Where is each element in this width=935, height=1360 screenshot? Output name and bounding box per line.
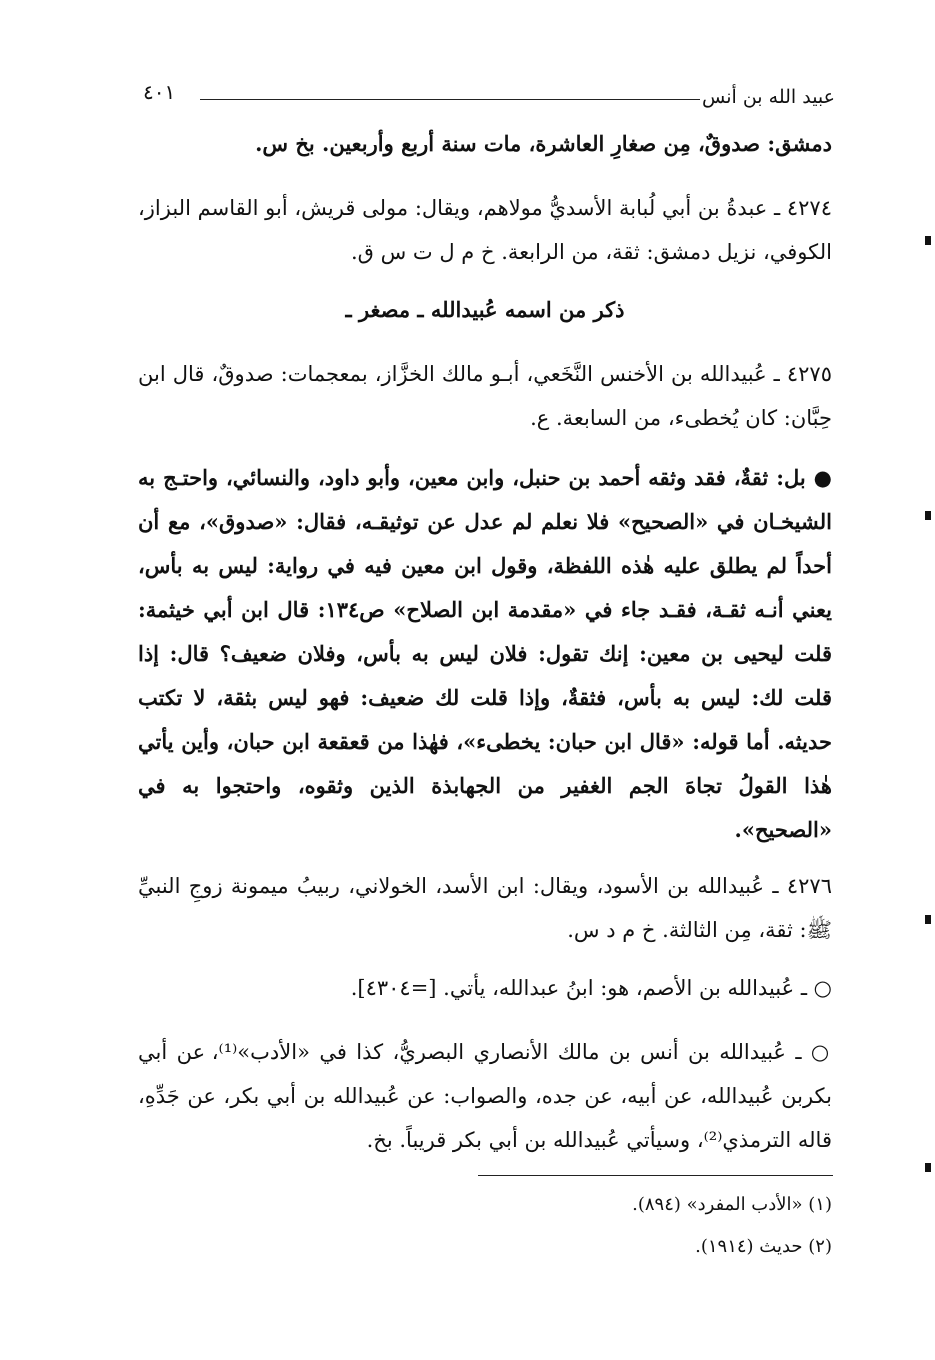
entry-4276: ٤٢٧٦ ـ عُبيدالله بن الأسود، ويقال: ابن الأسد، الخولاني، ربيبُ ميمونة زوجِ النبيِّ ﷺ: ثقة، مِن الثالثة. خ م د س. [138, 874, 832, 942]
entry-ubaydallah-ibn-anas: ○ ـ عُبيدالله بن أنس بن مالك الأنصاري البصريُّ، كذا في «الأدب»⁽¹⁾، عن أبي بكربن عُبيدالله، عن أبيه، عن جده، والصواب: عن عُبيدالله بن أبي بكر، عن جَدِّهِ، قاله الترمذي⁽²⁾، وسيأتي عُبيدالله بن أبي بكر قريباً. بخ. [138, 1040, 832, 1152]
footnote-rule [478, 1175, 833, 1176]
section-heading: ذكر من اسمه عُبيدالله ـ مصغر ـ [345, 297, 625, 322]
critique-paragraph: ● بل: ثقةٌ، فقد وثقه أحمد بن حنبل، وابن معين، وأبو داود، والنسائي، واحتـج به الشيخـان في «الصحيح» فلا نعلم لم عدل عن توثيقـه، فقال: «صدوق»، مع أن أحداً لم يطلق عليه هٰذه اللفظة، وقول ابن معين فيه في رواية: ليس به بأس، يعني أنـه ثقـة، فقـد جاء في «مقدمة ابن الصلاح» ص١٣٤: قال ابن أبي خيثمة: قلت ليحيى بن معين: إنك تقول: فلان ليس به بأس، وفلان ضعيف؟ قال: إذا قلت لك: ليس به بأس، فثقةٌ، وإذا قلت لك ضعيف: فهو ليس بثقة، لا تكتب حديثه. أما قوله: «قال ابن حبان: يخطىء»، فهٰذا من قعقعة ابن حبان، وأين يأتي هٰذا القولُ تجاهَ الجم الغفير من الجهابذة الذين وثقوه، واحتجوا به في «الصحيح». [138, 465, 832, 842]
entry-continuation: دمشق: صدوقٌ، مِن صغارِ العاشرة، مات سنة أربع وأربعين. بخ س. [255, 131, 832, 156]
entry-4275: ٤٢٧٥ ـ عُبيدالله بن الأخنس النَّخَعي، أبـو مالك الخزَّاز، بمعجمات: صدوقٌ، قال ابن حِبَّان: كان يُخطىء، من السابعة. ع. [138, 362, 832, 430]
margin-mark [925, 511, 931, 520]
page-number: ٤٠١ [143, 80, 176, 104]
entry-4274: ٤٢٧٤ ـ عبدةُ بن أبي لُبابة الأسديُّ مولاهم، ويقال: مولى قريش، أبو القاسم البزاز، الكوفي، نزيل دمشق: ثقة، من الرابعة. خ م ل ت س ق. [138, 196, 832, 264]
header-rule [200, 99, 700, 100]
footnote-1: (١) «الأدب المفرد» (٨٩٤). [632, 1194, 832, 1215]
running-title: عبيد الله بن أنس [702, 86, 835, 108]
entry-ubaydallah-al-asamm: ○ ـ عُبيدالله بن الأصم، هو: ابنُ عبدالله، يأتي. [=٤٣٠٤]. [350, 976, 832, 1000]
margin-mark [925, 236, 931, 245]
footnote-2: (٢) حديث (١٩١٤). [695, 1236, 832, 1257]
margin-mark [925, 915, 931, 924]
margin-mark [925, 1163, 931, 1172]
